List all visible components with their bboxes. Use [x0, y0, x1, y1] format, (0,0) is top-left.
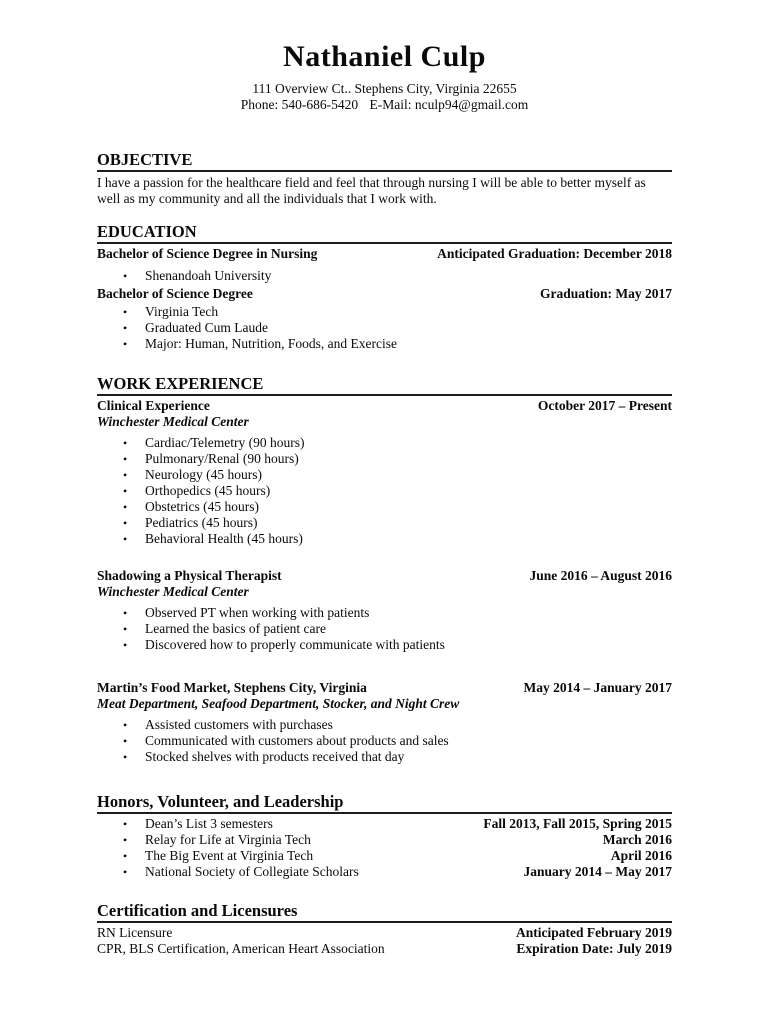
honor-item [97, 816, 273, 832]
honor-date: March 2016 [602, 832, 672, 847]
honor-label: National Society of Collegiate Scholars [145, 864, 359, 879]
work-entry-titles [97, 398, 249, 429]
bullet-icon [119, 515, 145, 531]
work-entry-clinical [97, 398, 672, 547]
job-title: Clinical Experience [97, 398, 210, 413]
bullet-icon [119, 451, 145, 467]
bullet-item [119, 531, 672, 547]
bullet-icon [119, 637, 145, 653]
section-certifications [97, 901, 672, 957]
work-bullets [97, 605, 672, 653]
honor-label: Dean’s List 3 semesters [145, 816, 273, 831]
honor-row [97, 864, 672, 880]
certification-date: Anticipated February 2019 [516, 925, 672, 940]
honor-date: January 2014 – May 2017 [523, 864, 672, 879]
bullet-icon [119, 749, 145, 765]
honor-item [97, 848, 313, 864]
bullet-item [119, 717, 672, 733]
honor-row [97, 832, 672, 848]
bullet-text: Virginia Tech [145, 304, 219, 319]
work-entry-head [97, 680, 672, 711]
job-title: Shadowing a Physical Therapist [97, 568, 282, 583]
degree-title: Bachelor of Science Degree in Nursing [97, 246, 318, 261]
address-line: 111 Overview Ct.. Stephens City, Virginia 22655 [252, 81, 517, 96]
work-entry-martins [97, 680, 672, 765]
contact-line [97, 97, 672, 113]
bullet-item [119, 268, 672, 284]
bullet-icon [119, 864, 145, 880]
bullet-icon [119, 435, 145, 451]
email-address: nculp94@gmail.com [414, 97, 529, 112]
education-entry [97, 286, 672, 353]
education-entry [97, 246, 672, 284]
honor-row [97, 816, 672, 832]
work-bullets [97, 717, 672, 765]
bullet-item [119, 483, 672, 499]
bullet-icon [119, 717, 145, 733]
graduation-date: Graduation: May 2017 [539, 285, 672, 301]
job-title-suffix: , Stephens City, Virginia [226, 680, 367, 695]
work-entry-shadowing [97, 568, 672, 653]
bullet-text: Major: Human, Nutrition, Foods, and Exercise [145, 336, 397, 351]
employer-name: Winchester Medical Center [97, 583, 249, 599]
honor-item [97, 864, 359, 880]
phone-number: 540-686-5420 [281, 97, 359, 112]
honor-date: Fall 2013, Fall 2015, Spring 2015 [483, 816, 672, 831]
bullet-text: Assisted customers with purchases [145, 717, 333, 732]
bullet-item [119, 451, 672, 467]
bullet-text: Observed PT when working with patients [145, 605, 370, 620]
certification-date: Expiration Date: July 2019 [516, 941, 672, 956]
bullet-item [119, 435, 672, 451]
bullet-icon [119, 733, 145, 749]
bullet-text: Pulmonary/Renal (90 hours) [145, 451, 299, 466]
education-entry-head [97, 246, 672, 262]
honor-row [97, 848, 672, 864]
email-label: E-Mail: [369, 97, 412, 112]
work-entry-head [97, 398, 672, 429]
bullet-icon [119, 268, 145, 284]
bullet-item [119, 336, 672, 352]
bullet-text: Shenandoah University [145, 267, 272, 283]
honor-label: The Big Event at Virginia Tech [145, 848, 314, 863]
graduation-date: Anticipated Graduation: December 2018 [437, 246, 672, 261]
bullet-item [119, 749, 672, 765]
work-entry-titles [97, 680, 459, 711]
certification-row [97, 941, 672, 957]
bullet-item [119, 467, 672, 483]
work-entry-titles [97, 568, 282, 599]
bullet-icon [119, 483, 145, 499]
certification-label: RN Licensure [97, 925, 173, 940]
objective-heading: OBJECTIVE [97, 150, 672, 172]
bullet-item [119, 605, 672, 621]
employer-name: Winchester Medical Center [97, 413, 249, 429]
bullet-text: Graduated Cum Laude [145, 320, 268, 335]
section-honors [97, 792, 672, 880]
bullet-icon [119, 531, 145, 547]
certification-row [97, 925, 672, 941]
bullet-item [119, 733, 672, 749]
bullet-item [119, 621, 672, 637]
bullet-icon [119, 304, 145, 320]
honors-heading: Honors, Volunteer, and Leadership [97, 792, 672, 814]
bullet-text: Stocked shelves with products received that day [145, 749, 405, 764]
section-education [97, 222, 672, 352]
education-entry-head [97, 286, 672, 302]
bullet-icon [119, 621, 145, 637]
bullet-text: Behavioral Health (45 hours) [145, 531, 303, 546]
bullet-icon [119, 816, 145, 832]
section-work-experience [97, 374, 672, 765]
education-bullets [97, 268, 672, 284]
bullet-icon [119, 467, 145, 483]
bullet-icon [119, 832, 145, 848]
bullet-icon [119, 499, 145, 515]
certifications-list [97, 925, 672, 957]
bullet-icon [119, 336, 145, 352]
employment-dates: May 2014 – January 2017 [523, 680, 672, 695]
education-bullets [97, 304, 672, 352]
person-name: Nathaniel Culp [283, 40, 486, 73]
certifications-heading: Certification and Licensures [97, 901, 672, 923]
bullet-icon [119, 320, 145, 336]
bullet-text: Discovered how to properly communicate with patients [145, 637, 445, 652]
bullet-text: Obstetrics (45 hours) [145, 499, 259, 514]
bullet-text: Learned the basics of patient care [145, 621, 327, 636]
honor-date: April 2016 [610, 848, 672, 863]
employment-dates: October 2017 – Present [537, 398, 672, 413]
work-bullets [97, 435, 672, 547]
bullet-item [119, 304, 672, 320]
degree-title: Bachelor of Science Degree [97, 285, 253, 301]
bullet-item [119, 637, 672, 653]
bullet-text: Neurology (45 hours) [145, 467, 262, 482]
job-title: Martin’s Food Market, Stephens City, Virginia [97, 680, 367, 695]
section-objective [97, 150, 672, 206]
employment-dates: June 2016 – August 2016 [529, 568, 672, 583]
work-entry-head [97, 568, 672, 599]
bullet-text: Cardiac/Telemetry (90 hours) [145, 435, 305, 450]
education-heading: EDUCATION [97, 222, 672, 244]
objective-text: I have a passion for the healthcare field and feel that through nursing I will be able to better myself as well as my community and all the individuals that I work with. [97, 175, 646, 206]
resume-header [97, 40, 672, 113]
bullet-item [119, 515, 672, 531]
honor-item [97, 832, 311, 848]
honors-list [97, 816, 672, 880]
bullet-text: Orthopedics (45 hours) [145, 483, 271, 498]
job-roles: Meat Department, Seafood Department, Stocker, and Night Crew [97, 695, 460, 711]
bullet-text: Communicated with customers about products and sales [145, 733, 449, 748]
bullet-item [119, 499, 672, 515]
bullet-item [119, 320, 672, 336]
phone-label: Phone: [240, 97, 279, 112]
bullet-icon [119, 605, 145, 621]
work-experience-heading: WORK EXPERIENCE [97, 374, 672, 396]
certification-label: CPR, BLS Certification, American Heart Association [97, 941, 385, 956]
bullet-text: Pediatrics (45 hours) [145, 515, 258, 530]
bullet-icon [119, 848, 145, 864]
honor-label: Relay for Life at Virginia Tech [145, 832, 311, 847]
